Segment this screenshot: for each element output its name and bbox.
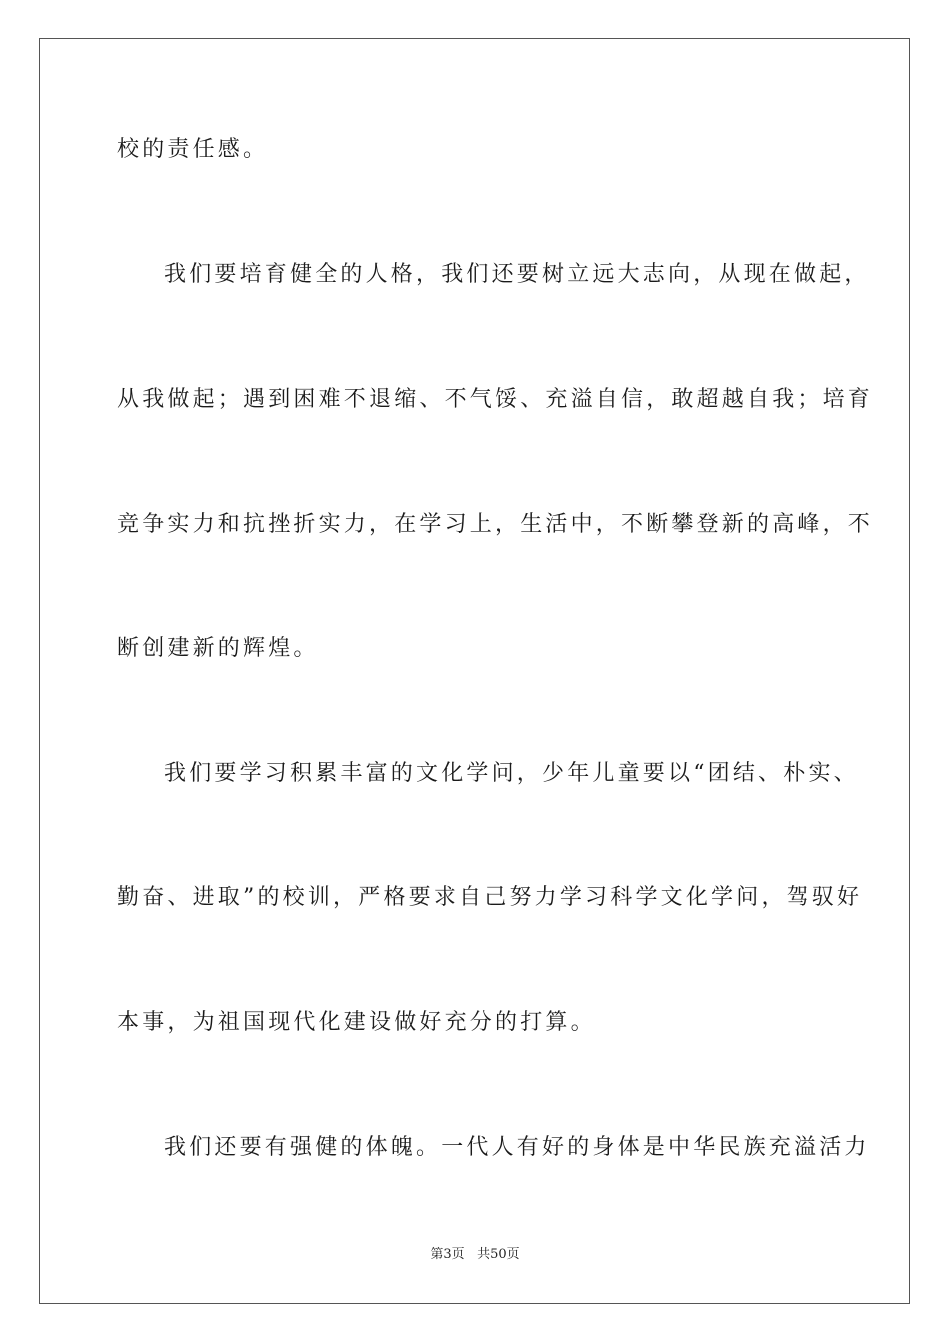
text-line-9: 我们还要有强健的体魄。一代人有好的身体是中华民族充溢活力 — [164, 1135, 870, 1160]
text-line-1: 校的责任感。 — [117, 137, 269, 162]
text-line-6: 我们要学习积累丰富的文化学问，少年儿童要以“团结、朴实、 — [164, 761, 859, 786]
text-line-8: 本事，为祖国现代化建设做好充分的打算。 — [117, 1010, 596, 1035]
page-footer — [0, 1246, 950, 1264]
page-border — [39, 38, 910, 1304]
page-number: 第3页 — [430, 1247, 465, 1262]
text-line-3: 从我做起；遇到困难不退缩、不气馁、充溢自信，敢超越自我；培育 — [117, 387, 874, 412]
text-line-7: 勤奋、进取”的校训，严格要求自己努力学习科学文化学问，驾驭好 — [117, 885, 863, 910]
page-total: 共50页 — [477, 1247, 520, 1262]
text-line-4: 竞争实力和抗挫折实力，在学习上，生活中，不断攀登新的高峰，不 — [117, 512, 874, 537]
text-line-2: 我们要培育健全的人格，我们还要树立远大志向，从现在做起， — [164, 262, 870, 287]
text-line-5: 断创建新的辉煌。 — [117, 636, 319, 661]
